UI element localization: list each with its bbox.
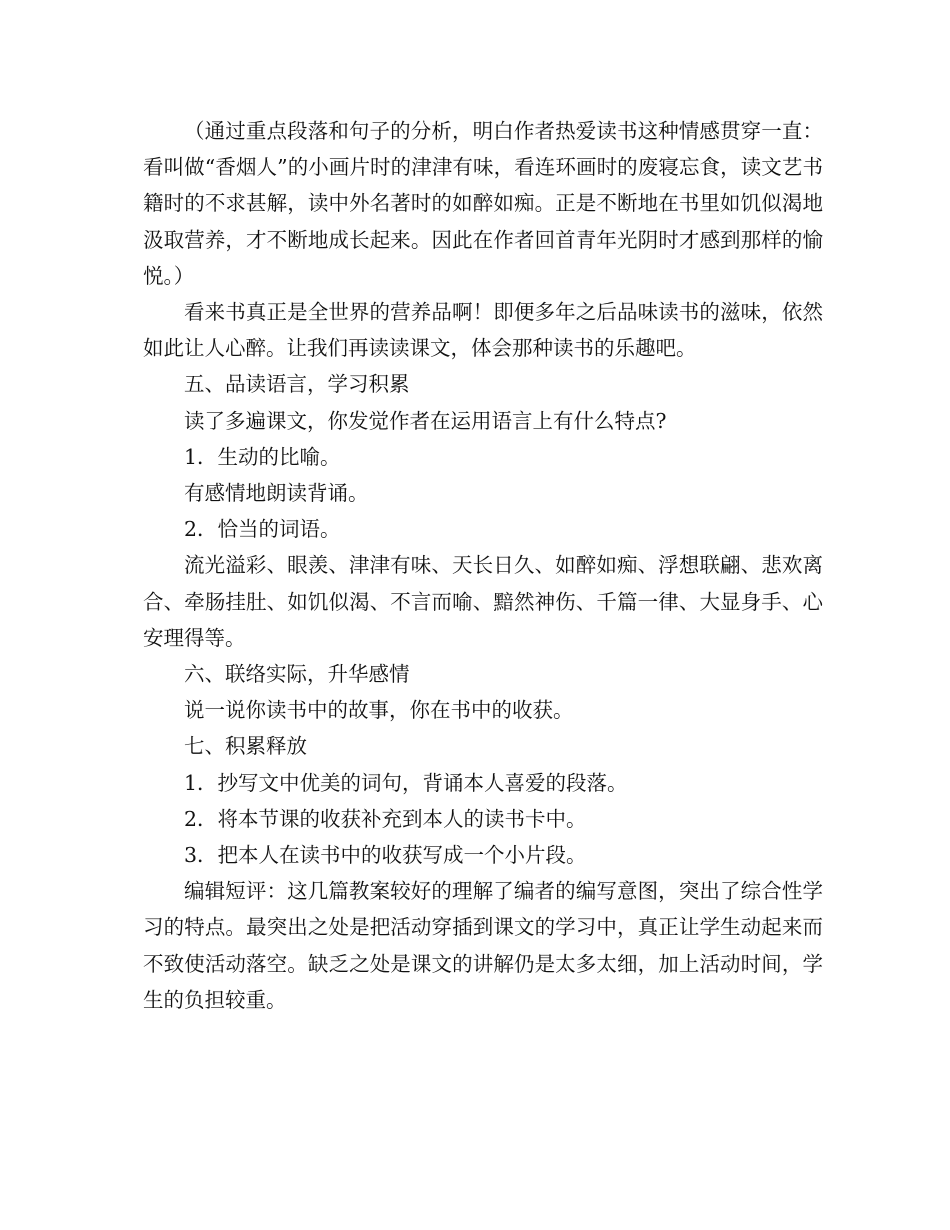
document-body xyxy=(143,113,823,1018)
list-item-words: 2．恰当的词语。 xyxy=(184,517,341,542)
paragraph-reading-analysis: （通过重点段落和句子的分析，明白作者热爱读书这种情感贯穿一直：看叫做“香烟人”的小画片时的津津有味，看连环画时的废寝忘食，读文艺书籍时的不求甚解，读中外名著时的如醉如痴。正是不断地在书里如饥似渴地汲取营养，才不断地成长起来。因此在作者回首青年光阴时才感到那样的愉悦。） xyxy=(143,119,823,288)
paragraph-read-aloud: 有感情地朗读背诵。 xyxy=(184,481,369,506)
section-heading-practice: 六、联络实际，升华感情 xyxy=(184,662,410,687)
section-heading-accumulate: 七、积累释放 xyxy=(184,734,307,759)
paragraph-word-list: 流光溢彩、眼羡、津津有味、天长日久、如醉如痴、浮想联翩、悲欢离合、牵肠挂肚、如饥似渴、不言而喻、黯然神伤、千篇一律、大显身手、心安理得等。 xyxy=(143,553,823,650)
paragraph-editor-review: 编辑短评：这几篇教案较好的理解了编者的编写意图，突出了综合性学习的特点。最突出之处是把活动穿插到课文的学习中，真正让学生动起来而不致使活动落空。缺乏之处是课文的讲解仍是太多太细，加上活动时间，学生的负担较重。 xyxy=(143,879,823,1012)
list-item-write-passage: 3．把本人在读书中的收获写成一个小片段。 xyxy=(184,843,587,868)
list-item-metaphor: 1．生动的比喻。 xyxy=(184,444,341,469)
paragraph-share-stories: 说一说你读书中的故事，你在书中的收获。 xyxy=(184,698,574,723)
list-item-copy-recite: 1．抄写文中优美的词句，背诵本人喜爱的段落。 xyxy=(184,770,628,795)
paragraph-books-nutrition: 看来书真正是全世界的营养品啊！即便多年之后品味读书的滋味，依然如此让人心醉。让我们再读读课文，体会那种读书的乐趣吧。 xyxy=(143,300,823,361)
paragraph-language-question: 读了多遍课文，你发觉作者在运用语言上有什么特点? xyxy=(184,408,667,433)
section-heading-language: 五、品读语言，学习积累 xyxy=(184,372,410,397)
list-item-reading-card: 2．将本节课的收获补充到本人的读书卡中。 xyxy=(184,806,587,831)
